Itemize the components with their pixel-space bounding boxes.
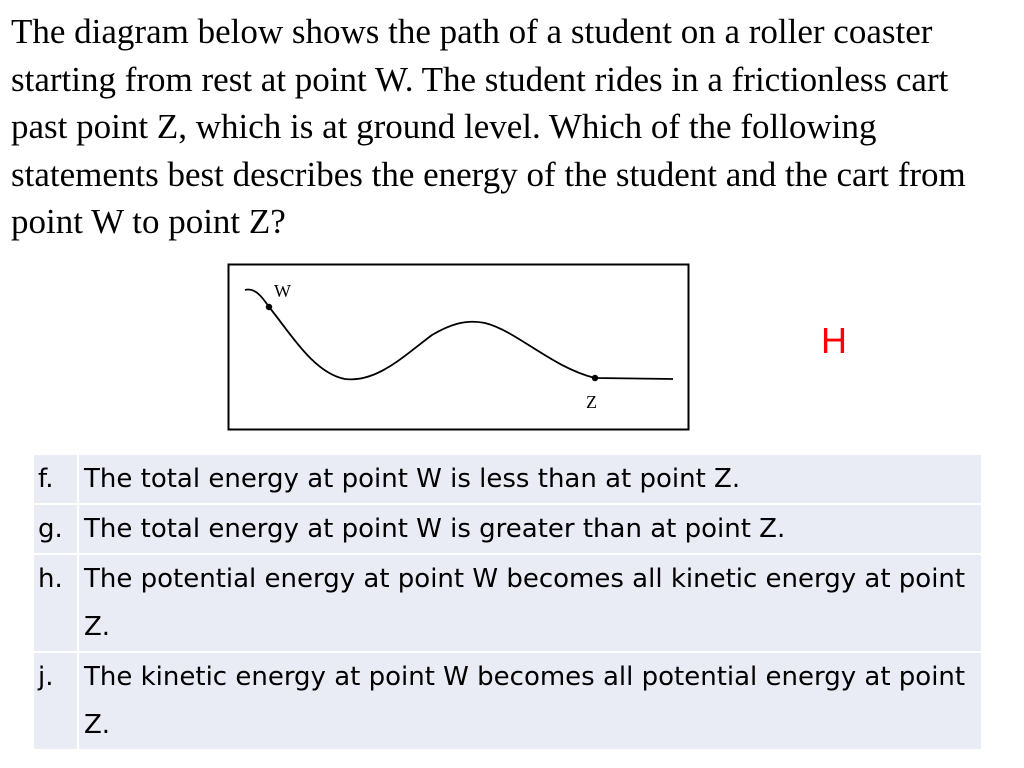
choice-letter: h. [34,554,78,652]
label-w: W [274,281,291,301]
choice-row-j[interactable] [34,652,981,750]
answer-mark: H [821,320,847,361]
roller-coaster-diagram [227,263,690,431]
choice-text: The total energy at point W is greater than at point Z. [78,504,981,554]
choice-row-f[interactable] [34,454,981,504]
point-z-marker [592,375,598,381]
choice-letter: g. [34,504,78,554]
diagram-frame [229,265,689,430]
choice-letter: f. [34,454,78,504]
choice-row-g[interactable] [34,504,981,554]
choice-text: The kinetic energy at point W becomes all potential energy at point Z. [78,652,981,750]
choice-letter: j. [34,652,78,750]
answer-choices-table [34,453,981,751]
label-z: Z [586,392,597,412]
question-text: The diagram below shows the path of a student on a roller coaster starting from rest at point W. The student rides in a frictionless cart past point Z, which is at ground level. Which of the following statements best describes the energy of the student and the cart from point W to point Z? [11,12,966,241]
choice-row-h[interactable] [34,554,981,652]
choice-text: The total energy at point W is less than at point Z. [78,454,981,504]
point-w-marker [266,304,272,310]
choice-text: The potential energy at point W becomes all kinetic energy at point Z. [78,554,981,652]
